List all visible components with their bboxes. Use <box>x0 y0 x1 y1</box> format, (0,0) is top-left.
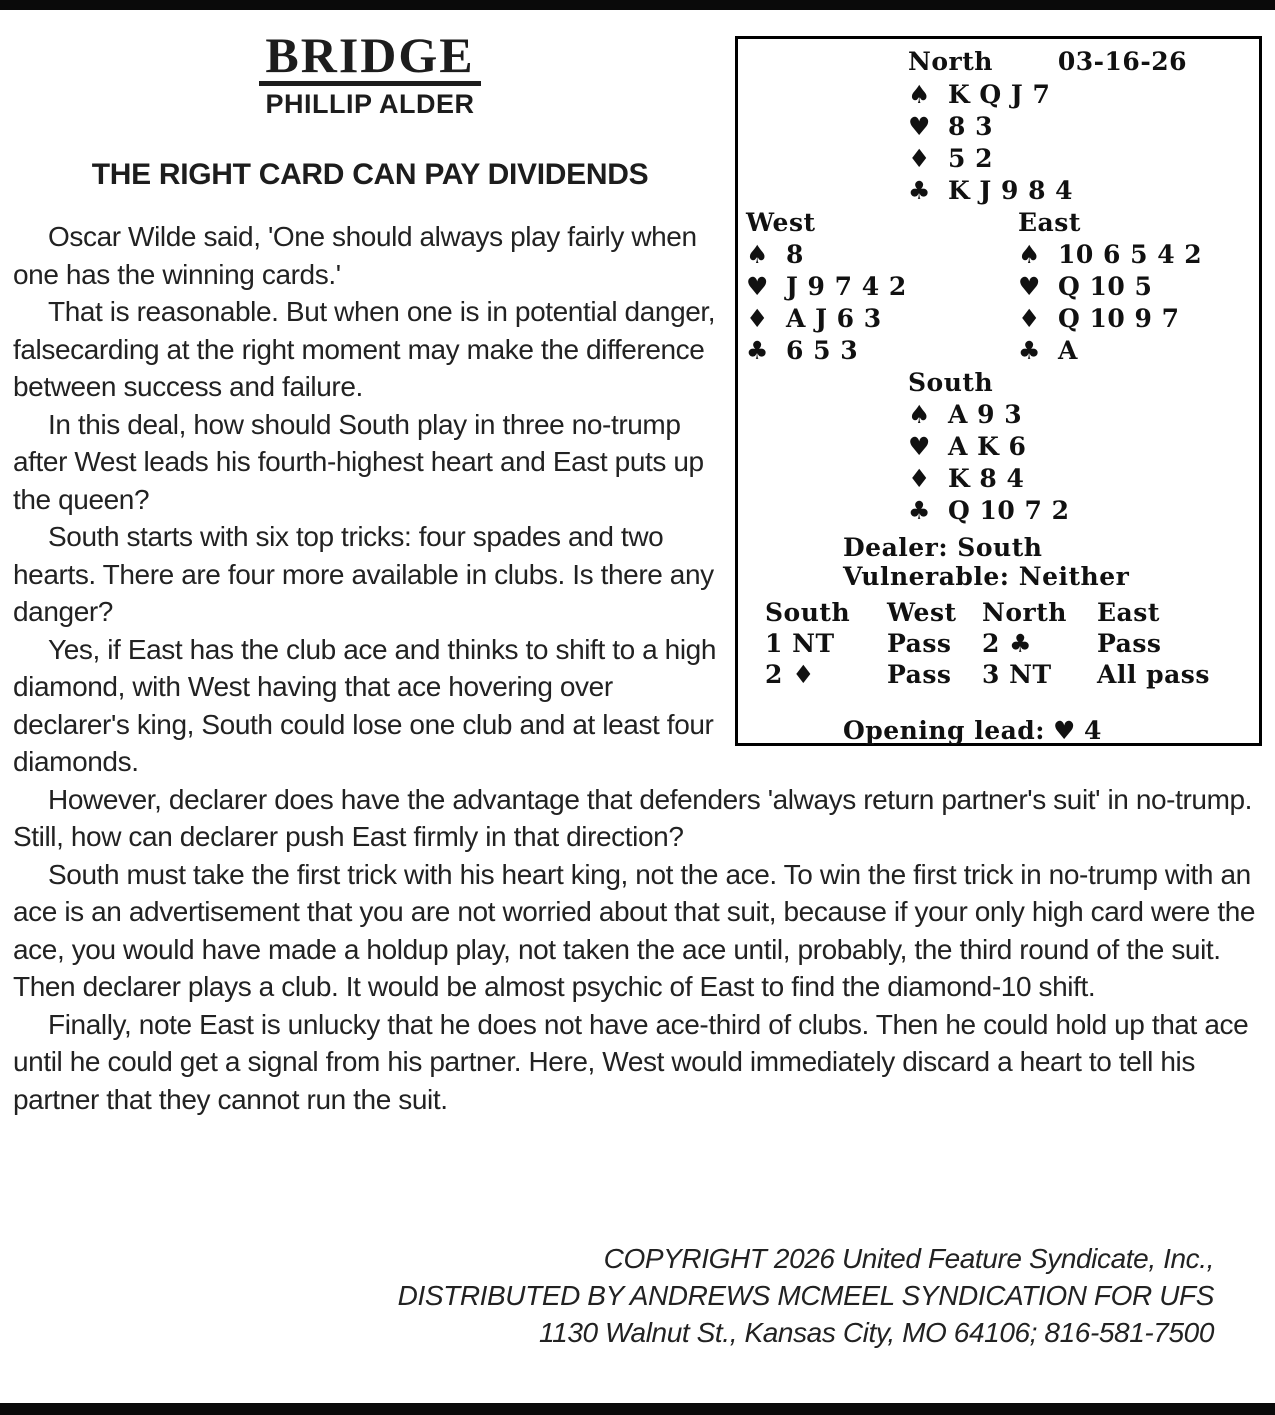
east-label: East <box>1018 208 1081 237</box>
north-clubs <box>908 175 1259 207</box>
vulnerable-line: Vulnerable: Neither <box>843 562 1130 591</box>
spade-icon: ♠ <box>1018 240 1041 269</box>
club-icon: ♣ <box>1018 336 1041 365</box>
west-diamonds <box>746 303 1018 335</box>
cards: A J 6 3 <box>786 304 882 333</box>
north-diamonds <box>908 143 1259 175</box>
auction-table <box>738 597 1259 690</box>
diamond-icon: ♦ <box>908 144 931 173</box>
east-spades <box>1018 239 1259 271</box>
cards: 8 3 <box>948 112 993 141</box>
auction-header-north: North <box>982 598 1067 627</box>
article-paragraph: In this deal, how should South play in three no-trump after West leads his fourth-highest heart and East puts up the queen? <box>13 408 704 515</box>
cards: 5 2 <box>948 144 993 173</box>
north-label: North <box>908 47 993 76</box>
headline: THE RIGHT CARD CAN PAY DIVIDENDS <box>91 158 649 191</box>
auction-bid: 2 ♦ <box>765 660 816 689</box>
cards: K J 9 8 4 <box>948 176 1074 205</box>
diagram-date: 03-16-26 <box>1057 47 1187 76</box>
west-hand <box>738 207 1018 367</box>
opening-lead-card: 4 <box>1083 716 1102 745</box>
west-hearts <box>746 271 1018 303</box>
cards: 6 5 3 <box>786 336 859 365</box>
east-clubs <box>1018 335 1259 367</box>
footer-line: 1130 Walnut St., Kansas City, MO 64106; 816-581-7500 <box>539 1317 1214 1348</box>
article-paragraph: Yes, if East has the club ace and thinks to shift to a high diamond, with West having that ace hovering over declarer's king, South could lose one club and at least four diamonds. <box>13 633 717 777</box>
column-title: BRIDGE <box>259 30 480 86</box>
opening-lead <box>738 716 1259 746</box>
south-diamonds <box>908 463 1259 495</box>
south-hearts <box>908 431 1259 463</box>
cards: K 8 4 <box>948 464 1025 493</box>
diagram-header <box>738 47 1259 79</box>
cards: Q 10 7 2 <box>948 496 1070 525</box>
cards: Q 10 9 7 <box>1058 304 1180 333</box>
spade-icon: ♠ <box>746 240 769 269</box>
cards: 10 6 5 4 2 <box>1058 240 1203 269</box>
cards: Q 10 5 <box>1058 272 1153 301</box>
heart-icon: ♥ <box>1053 716 1076 745</box>
club-icon: ♣ <box>746 336 769 365</box>
cards: K Q J 7 <box>948 80 1051 109</box>
heart-icon: ♥ <box>746 272 769 301</box>
east-diamonds <box>1018 303 1259 335</box>
auction-bid: 2 ♣ <box>982 629 1033 658</box>
cards: J 9 7 4 2 <box>786 272 907 301</box>
copyright-footer <box>13 1240 1262 1351</box>
deal-info <box>738 533 1259 591</box>
north-hearts <box>908 111 1259 143</box>
footer-line: COPYRIGHT 2026 United Feature Syndicate, Inc., <box>603 1243 1214 1274</box>
east-hearts <box>1018 271 1259 303</box>
east-hand <box>1018 207 1259 367</box>
west-east-row <box>738 207 1259 367</box>
auction-header-east: East <box>1097 598 1160 627</box>
cards: A K 6 <box>948 432 1027 461</box>
diamond-icon: ♦ <box>1018 304 1041 333</box>
deal-diagram <box>735 36 1262 746</box>
diamond-icon: ♦ <box>908 464 931 493</box>
top-rule <box>0 0 1275 10</box>
article-paragraph: South starts with six top tricks: four spades and two hearts. There are four more available in clubs. Is there any danger? <box>13 521 714 627</box>
west-clubs <box>746 335 1018 367</box>
auction-header-west: West <box>887 598 957 627</box>
article-paragraph: That is reasonable. But when one is in potential danger, falsecarding at the right moment may make the difference between success and failure. <box>13 296 716 402</box>
spade-icon: ♠ <box>908 80 931 109</box>
south-clubs <box>908 495 1259 527</box>
cards: A <box>1058 336 1078 365</box>
auction-bid: 3 NT <box>982 660 1052 689</box>
auction-header-south: South <box>765 598 851 627</box>
auction-bid: Pass <box>887 629 952 658</box>
heart-icon: ♥ <box>908 432 931 461</box>
auction-bid: Pass <box>1097 629 1162 658</box>
south-hand <box>738 367 1259 527</box>
south-label: South <box>908 368 994 397</box>
diamond-icon: ♦ <box>746 304 769 333</box>
heart-icon: ♥ <box>908 112 931 141</box>
south-spades <box>908 399 1259 431</box>
cards: 8 <box>786 240 804 269</box>
west-label: West <box>746 208 816 237</box>
heart-icon: ♥ <box>1018 272 1041 301</box>
west-spades <box>746 239 1018 271</box>
north-spades <box>908 79 1259 111</box>
footer-line: DISTRIBUTED BY ANDREWS MCMEEL SYNDICATION FOR UFS <box>397 1280 1214 1311</box>
auction-bid: All pass <box>1097 660 1210 689</box>
opening-lead-label: Opening lead: <box>843 716 1046 745</box>
club-icon: ♣ <box>908 176 931 205</box>
auction-bid: Pass <box>887 660 952 689</box>
article-paragraph: Finally, note East is unlucky that he does not have ace-third of clubs. Then he could hold up that ace until he could get a signal from his partner. Here, West would immediately discard a heart to tell his partner that they cannot run the suit. <box>13 1008 1249 1115</box>
content <box>0 10 1275 1351</box>
bottom-rule <box>0 1403 1275 1415</box>
auction-bid: 1 NT <box>765 629 835 658</box>
north-hand <box>738 79 1259 207</box>
column-byline: PHILLIP ALDER <box>265 89 475 119</box>
article-paragraph: Oscar Wilde said, 'One should always play fairly when one has the winning cards.' <box>13 221 697 290</box>
dealer-line: Dealer: South <box>843 533 1043 562</box>
cards: A 9 3 <box>948 400 1023 429</box>
club-icon: ♣ <box>908 496 931 525</box>
article-paragraph: However, declarer does have the advantage that defenders 'always return partner's suit' in no-trump. Still, how can declarer push East firmly in that direction? <box>13 783 1253 852</box>
article-paragraph: South must take the first trick with his heart king, not the ace. To win the first trick in no-trump with an ace is an advertisement that you are not worried about that suit, because if your only high card were the ace, you would have made a holdup play, not taken the ace until, probably, the third round of the suit. Then declarer plays a club. It would be almost psychic of East to find the diamond-10 shift. <box>13 858 1256 1002</box>
spade-icon: ♠ <box>908 400 931 429</box>
